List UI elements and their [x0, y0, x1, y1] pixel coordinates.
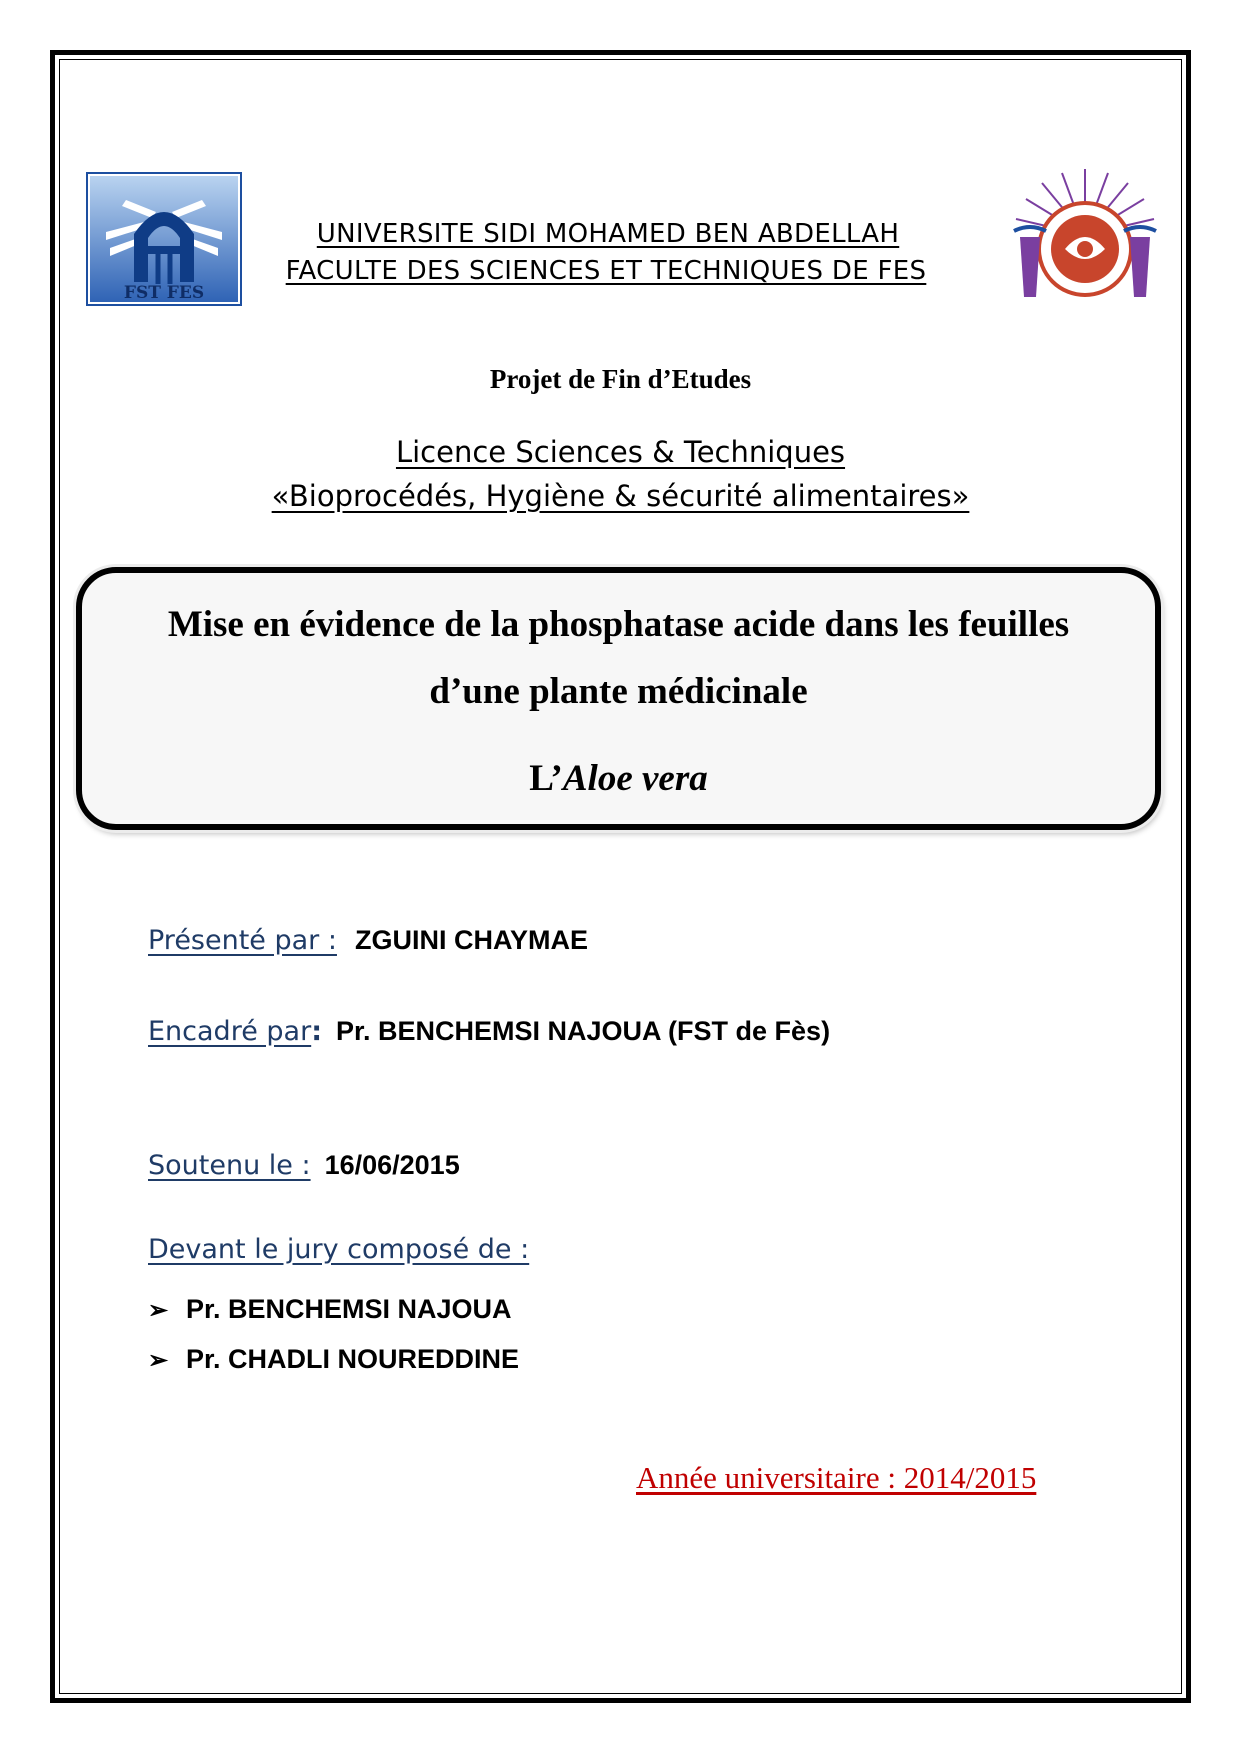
usmba-seal-logo [1010, 165, 1160, 310]
arrow-bullet-icon: ➢ [148, 1347, 169, 1374]
supervised-by-value: Pr. BENCHEMSI NAJOUA (FST de Fès) [336, 1016, 831, 1046]
program-specialty: «Bioprocédés, Hygiène & sécurité alimentaires» [271, 479, 970, 513]
jury-member [148, 1344, 519, 1375]
thesis-title-box [76, 567, 1161, 830]
academic-year: Année universitaire : 2014/2015 [636, 1460, 1037, 1495]
presented-by-row [148, 925, 588, 956]
thesis-title-species: Aloe vera [562, 758, 708, 799]
defended-on-row [148, 1150, 460, 1181]
jury-label: Devant le jury composé de : [148, 1234, 530, 1265]
supervised-by-row [148, 1016, 830, 1047]
logo-left-text: FST FES [123, 283, 205, 303]
jury-member-name: Pr. CHADLI NOUREDDINE [186, 1344, 520, 1374]
arrow-bullet-icon: ➢ [148, 1297, 169, 1324]
university-name: UNIVERSITE SIDI MOHAMED BEN ABDELLAH [316, 219, 900, 249]
supervised-by-colon: : [311, 1016, 322, 1047]
thesis-title-line1: Mise en évidence de la phosphatase acide dans les feuilles [167, 604, 1070, 645]
thesis-title-line3 [82, 757, 1155, 800]
jury-member-name: Pr. BENCHEMSI NAJOUA [186, 1294, 512, 1324]
defended-on-value: 16/06/2015 [324, 1150, 460, 1180]
project-type: Projet de Fin d’Etudes [489, 364, 752, 394]
program-degree: Licence Sciences & Techniques [395, 435, 846, 469]
faculty-name: FACULTE DES SCIENCES ET TECHNIQUES DE FES [285, 256, 927, 286]
presented-by-label: Présenté par : [148, 925, 337, 956]
presented-by-value: ZGUINI CHAYMAE [354, 925, 588, 955]
jury-heading-row [148, 1234, 529, 1265]
thesis-title-prefix: L’ [529, 758, 563, 799]
thesis-title-line2: d’une plante médicinale [429, 671, 808, 712]
defended-on-label: Soutenu le : [148, 1150, 311, 1181]
supervised-by-label: Encadré par [148, 1016, 312, 1047]
jury-member [148, 1294, 512, 1325]
fst-fes-logo [86, 172, 242, 306]
